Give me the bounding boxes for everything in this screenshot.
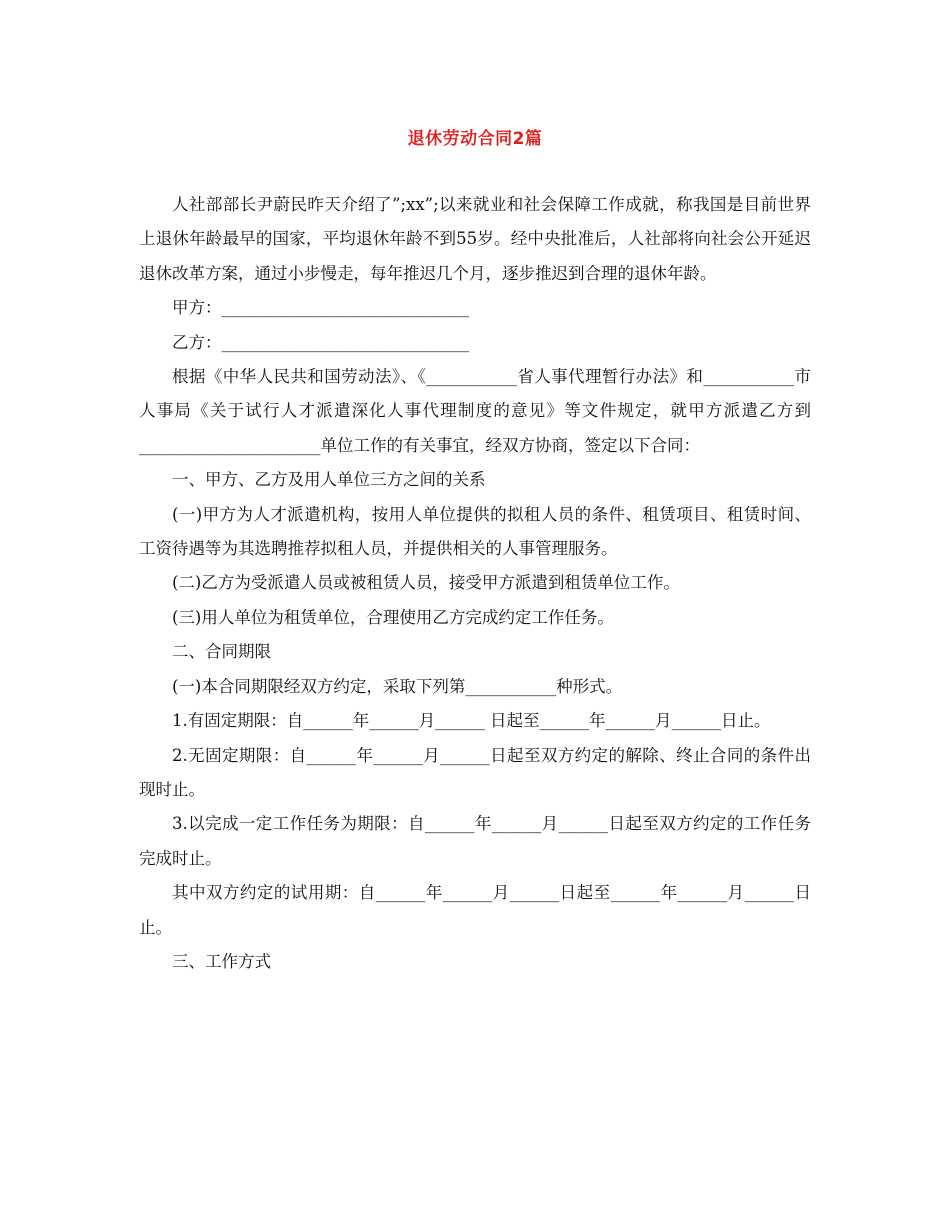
probation-period: 其中双方约定的试用期：自______年______月______日起至______年______月______日止。 bbox=[139, 883, 811, 937]
section-2-heading: 二、合同期限 bbox=[172, 642, 271, 662]
term-task-based: 3.以完成一定工作任务为期限：自______年______月______日起至双方约定的工作任务完成时止。 bbox=[139, 814, 811, 868]
document-title: 退休劳动合同2篇 bbox=[407, 129, 543, 149]
clause-1-3: (三)用人单位为租赁单位，合理使用乙方完成约定工作任务。 bbox=[172, 607, 614, 627]
clause-1-2: (二)乙方为受派遣人员或被租赁人员，接受甲方派遣到租赁单位工作。 bbox=[172, 573, 680, 593]
section-1-heading: 一、甲方、乙方及用人单位三方之间的关系 bbox=[172, 470, 486, 490]
term-fixed: 1.有固定期限：自______年______月______ 日起至______年______月______日止。 bbox=[172, 711, 771, 731]
term-open-ended: 2.无固定期限：自______年______月______日起至双方约定的解除、终止合同的条件出现时止。 bbox=[139, 745, 811, 799]
intro-paragraph: 人社部部长尹蔚民昨天介绍了”;xx”;以来就业和社会保障工作成就，称我国是目前世界上退休年龄最早的国家，平均退休年龄不到55岁。经中央批准后，人社部将向社会公开延迟退休改革方案，通过小步慢走，每年推迟几个月，逐步推迟到合理的退休年龄。 bbox=[139, 195, 811, 283]
basis-paragraph: 根据《中华人民共和国劳动法》、《___________省人事代理暂行办法》和___________市人事局《关于试行人才派遣深化人事代理制度的意见》等文件规定，就甲方派遣乙方到______________________单位工作的有关事宜，经双方协商，签定以下合同： bbox=[139, 367, 811, 455]
clause-2-1: (一)本合同期限经双方约定，采取下列第___________种形式。 bbox=[172, 676, 623, 696]
clause-1-1: (一)甲方为人才派遣机构，按用人单位提供的拟租人员的条件、租赁项目、租赁时间、工资待遇等为其选聘推荐拟租人员，并提供相关的人事管理服务。 bbox=[139, 504, 811, 559]
section-3-heading: 三、工作方式 bbox=[172, 951, 271, 971]
party-a-field: 甲方：______________________________ bbox=[172, 298, 469, 318]
party-b-field: 乙方：______________________________ bbox=[172, 332, 469, 352]
document-body bbox=[139, 188, 811, 979]
